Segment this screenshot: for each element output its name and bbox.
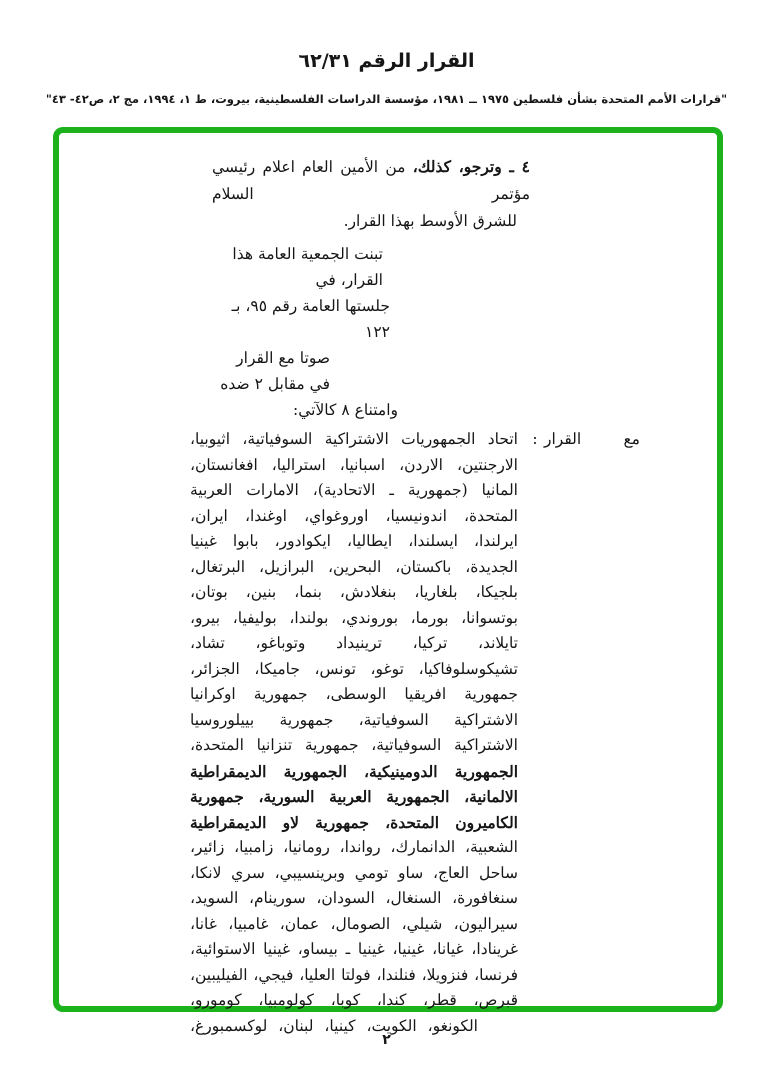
country-list-line: اتحاد الجمهوريات الاشتراكية السوفياتية، اثيوبيا،	[190, 430, 518, 448]
country-list-line: الكونغو، الكويت، كينيا، لبنان، لوكسمبورغ،	[190, 1016, 478, 1035]
paragraph-line: للشرق الأوسط بهذا القرار.	[343, 212, 517, 230]
page-number: ٢	[382, 1032, 391, 1048]
country-list-line: المتحدة، اندونيسيا، اوروغواي، اوغندا، ايران،	[190, 506, 518, 525]
country-list-line: الاشتراكية السوفياتية، جمهورية تنزانيا المتحدة،	[190, 736, 518, 754]
country-list-line: ساحل العاج، ساو تومي وبرينسيبي، سري لانكا،	[190, 863, 518, 882]
clause-lead: ٤ ـ وترجو، كذلك،	[412, 157, 530, 176]
paragraph-line	[212, 153, 530, 208]
country-list-line: سنغافورة، السنغال، السودان، سورينام، السويد،	[190, 889, 518, 907]
clause-text: من الأمين العام اعلام رئيسي مؤتمر السلام	[212, 158, 530, 203]
adoption-line: جلستها العامة رقم ٩٥، بـ ١٢٢	[231, 297, 390, 341]
operative-paragraph	[212, 153, 530, 235]
country-list-line: قبرص، قطر، كندا، كوبا، كولومبيا، كومورو،	[190, 991, 518, 1009]
vote-colon: :	[532, 430, 538, 448]
country-list-line: سيراليون، شيلي، الصومال، عمان، غامبيا، غانا،	[190, 914, 518, 933]
adoption-note	[212, 241, 398, 423]
country-list-line: تايلاند، تركيا، ترينيداد وتوباغو، تشاد،	[190, 634, 518, 652]
vote-record	[59, 427, 640, 1039]
country-list-line: بوتسوانا، بورما، بوروندي، بولندا، بوليفيا، بيرو،	[190, 608, 518, 627]
country-list-line: الكاميرون المتحدة، جمهورية لاو الديمقراطية	[190, 812, 518, 832]
country-list-line: غرينادا، غيانا، غينيا، غينيا ـ بيساو، غينيا الاستوائية،	[190, 940, 518, 958]
country-list-line: الشعبية، الدانمارك، رواندا، رومانيا، زامبيا، زائير،	[190, 838, 518, 856]
country-list-line: جمهورية افريقيا الوسطى، جمهورية اوكرانيا	[190, 685, 518, 703]
country-list-line: الجديدة، باكستان، البحرين، البرازيل، البرتغال،	[190, 557, 518, 576]
page-title: القرار الرقم ٦٢/٣١	[298, 50, 475, 72]
country-list-line: بلجيكا، بلغاريا، بنغلادش، بنما، بنين، بوتان،	[190, 583, 518, 601]
vote-country-list	[190, 427, 518, 1039]
country-list-line: الالمانية، الجمهورية العربية السورية، جمهورية	[190, 787, 518, 806]
adoption-line: تبنت الجمعية العامة هذا القرار، في	[232, 245, 383, 289]
country-list-line: الجمهورية الدومينيكية، الجمهورية الديمقراطية	[190, 761, 518, 781]
country-list-line: ايرلندا، ايسلندا، ايطاليا، ايكوادور، بابوا غينيا	[190, 532, 518, 550]
frame-content	[59, 133, 717, 1035]
adoption-line: وامتناع ٨ كالآتي:	[292, 401, 398, 419]
vote-label: مع القرار	[544, 430, 640, 448]
adoption-line: صوتا مع القرار في مقابل ٢ ضده	[220, 349, 330, 393]
highlight-frame	[53, 127, 723, 1035]
country-list-line: المانيا (جمهورية ـ الاتحادية)، الامارات العربية	[190, 481, 518, 499]
country-list-line: تشيكوسلوفاكيا، توغو، تونس، جاميكا، الجزائر،	[190, 659, 518, 678]
country-list-line: الاشتراكية السوفياتية، جمهورية بييلوروسيا	[190, 710, 518, 729]
country-list-line: فرنسا، فنزويلا، فنلندا، فولتا العليا، فيجي، الفيليبين،	[190, 965, 518, 984]
source-citation: "قرارات الأمم المتحدة بشأن فلسطين ١٩٧٥ ــ ١٩٨١، مؤسسة الدراسات الفلسطينية، بيروت، ط ١، ١٩٩٤، مج ٢، ص٤٢- ٤٣"	[45, 92, 728, 106]
country-list-line: الارجنتين، الاردن، اسبانيا، استراليا، افغانستان،	[190, 455, 518, 474]
